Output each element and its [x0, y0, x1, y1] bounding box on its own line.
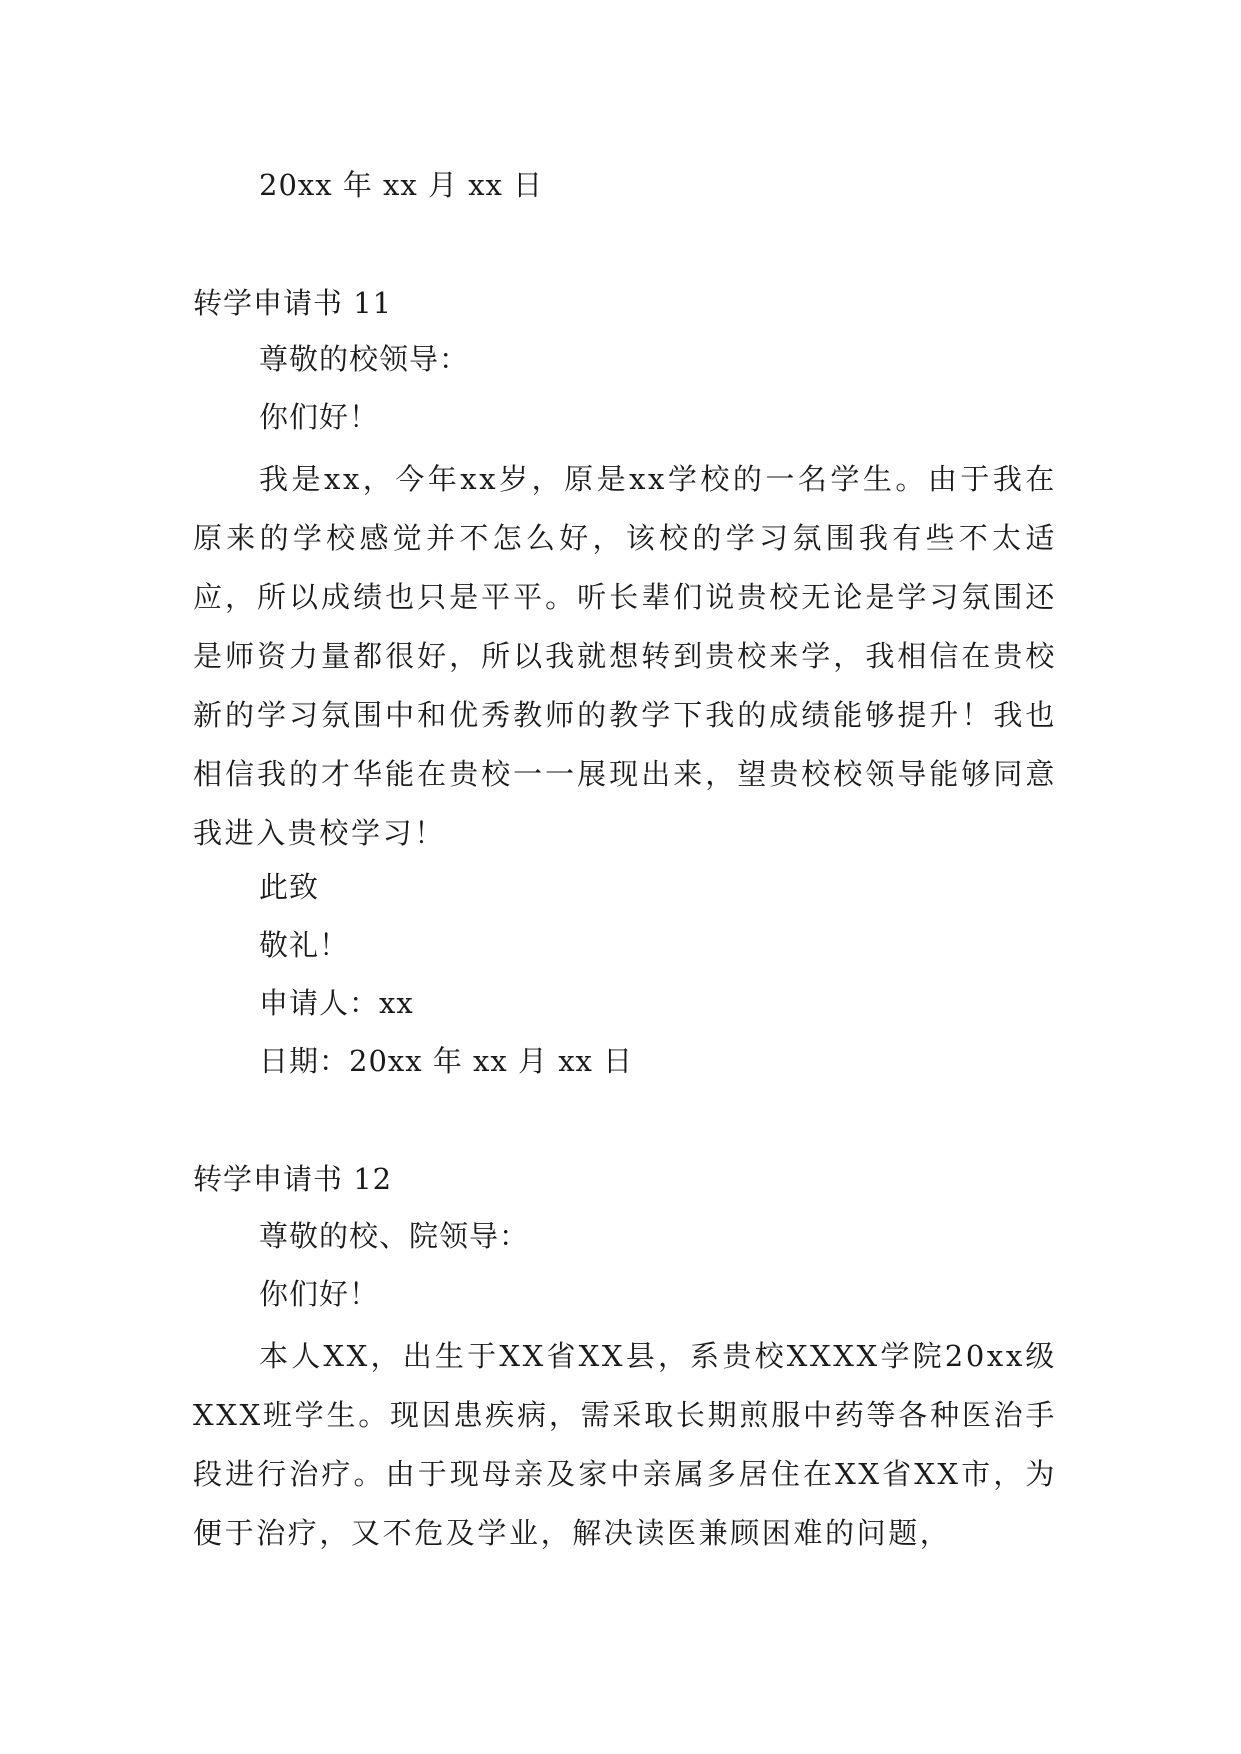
letter-12-title: 转学申请书 12: [193, 1162, 393, 1196]
letter-11-greeting: 你们好！: [259, 400, 380, 434]
top-date: 20xx 年 xx 月 xx 日: [259, 168, 544, 202]
letter-12-salutation: 尊敬的校、院领导：: [259, 1219, 530, 1253]
letter-11-body: 我是xx，今年xx岁，原是xx学校的一名学生。由于我在原来的学校感觉并不怎么好，该校的学习氛围我有些不太适应，所以成绩也只是平平。听长辈们说贵校无论是学习氛围还是师资力量都很好，所以我就想转到贵校来学，我相信在贵校新的学习氛围中和优秀教师的教学下我的成绩能够提升！我也相信我的才华能在贵校一一展现出来，望贵校校领导能够同意我进入贵校学习！: [193, 462, 1057, 850]
letter-12-greeting: 你们好！: [259, 1277, 380, 1311]
letter-11-salutation: 尊敬的校领导：: [259, 342, 470, 376]
letter-11-applicant: 申请人：xx: [259, 986, 414, 1020]
letter-12-body: 本人XX，出生于XX省XX县，系贵校XXXX学院20xx级XXX班学生。现因患疾病，需采取长期煎服中药等各种医治手段进行治疗。由于现母亲及家中亲属多居住在XX省XX市，为便于治疗，又不危及学业，解决读医兼顾困难的问题，: [193, 1339, 1057, 1550]
letter-11-closing-2: 敬礼！: [259, 928, 350, 962]
letter-11-date: 日期：20xx 年 xx 月 xx 日: [259, 1044, 634, 1078]
letter-11-title: 转学申请书 11: [193, 286, 393, 320]
letter-11-closing-1: 此致: [259, 870, 320, 904]
